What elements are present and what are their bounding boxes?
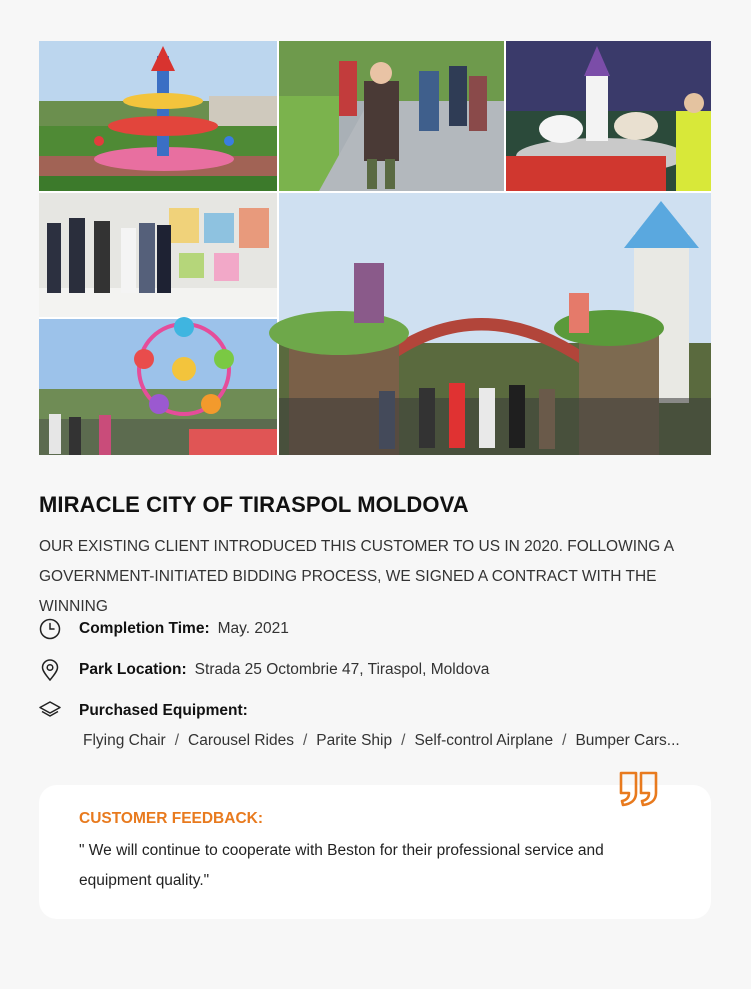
layers-icon bbox=[39, 700, 61, 722]
purchased-equipment-row: Purchased Equipment : bbox=[39, 700, 248, 722]
clock-icon bbox=[39, 618, 61, 640]
equipment-separator: / bbox=[174, 732, 180, 749]
equipment-item: Carousel Rides bbox=[188, 732, 294, 749]
project-title: MIRACLE CITY OF TIRASPOL MOLDOVA bbox=[39, 492, 469, 517]
photo-swing-carousel bbox=[39, 41, 277, 191]
photo-collage bbox=[39, 41, 711, 455]
project-description: OUR EXISTING CLIENT INTRODUCED THIS CUSTOMER TO US IN 2020. FOLLOWING A GOVERNMENT-INITIATED BIDDING PROCESS, WE SIGNED A CONTRACT WITH THE WINNING bbox=[39, 538, 674, 615]
purchased-equipment-label: Purchased Equipment bbox=[79, 702, 243, 719]
photo-teacup-ride bbox=[506, 41, 711, 191]
feedback-title: CUSTOMER FEEDBACK: bbox=[79, 810, 263, 827]
customer-feedback-card bbox=[39, 785, 711, 919]
location-pin-icon bbox=[39, 659, 61, 681]
equipment-separator: / bbox=[302, 732, 308, 749]
equipment-separator: / bbox=[562, 732, 567, 749]
photo-exhibition-visit bbox=[39, 193, 277, 317]
park-location-value: Strada 25 Octombrie 47, Tiraspol, Moldova bbox=[194, 661, 490, 678]
park-location-row: Park Location : Strada 25 Octombrie 47, Tiraspol, Moldova bbox=[39, 659, 489, 681]
feedback-text: " We will continue to cooperate with Beston for their professional service and equipment quality." bbox=[79, 842, 604, 889]
quote-icon bbox=[619, 771, 659, 807]
equipment-item: Bumper Cars... bbox=[575, 732, 680, 749]
equipment-list bbox=[83, 732, 680, 750]
completion-time-row: Completion Time : May. 2021 bbox=[39, 618, 289, 640]
photo-ferris-wheel bbox=[39, 319, 277, 455]
photo-park-entrance-gate bbox=[279, 193, 711, 455]
equipment-item: Flying Chair bbox=[83, 732, 166, 749]
completion-time-label: Completion Time bbox=[79, 620, 205, 637]
completion-time-value: May. 2021 bbox=[217, 620, 289, 637]
equipment-item: Parite Ship bbox=[316, 732, 393, 749]
park-location-label: Park Location bbox=[79, 661, 182, 678]
equipment-item: Self-control Airplane bbox=[414, 732, 554, 749]
photo-kids-walking bbox=[279, 41, 504, 191]
equipment-separator: / bbox=[401, 732, 406, 749]
